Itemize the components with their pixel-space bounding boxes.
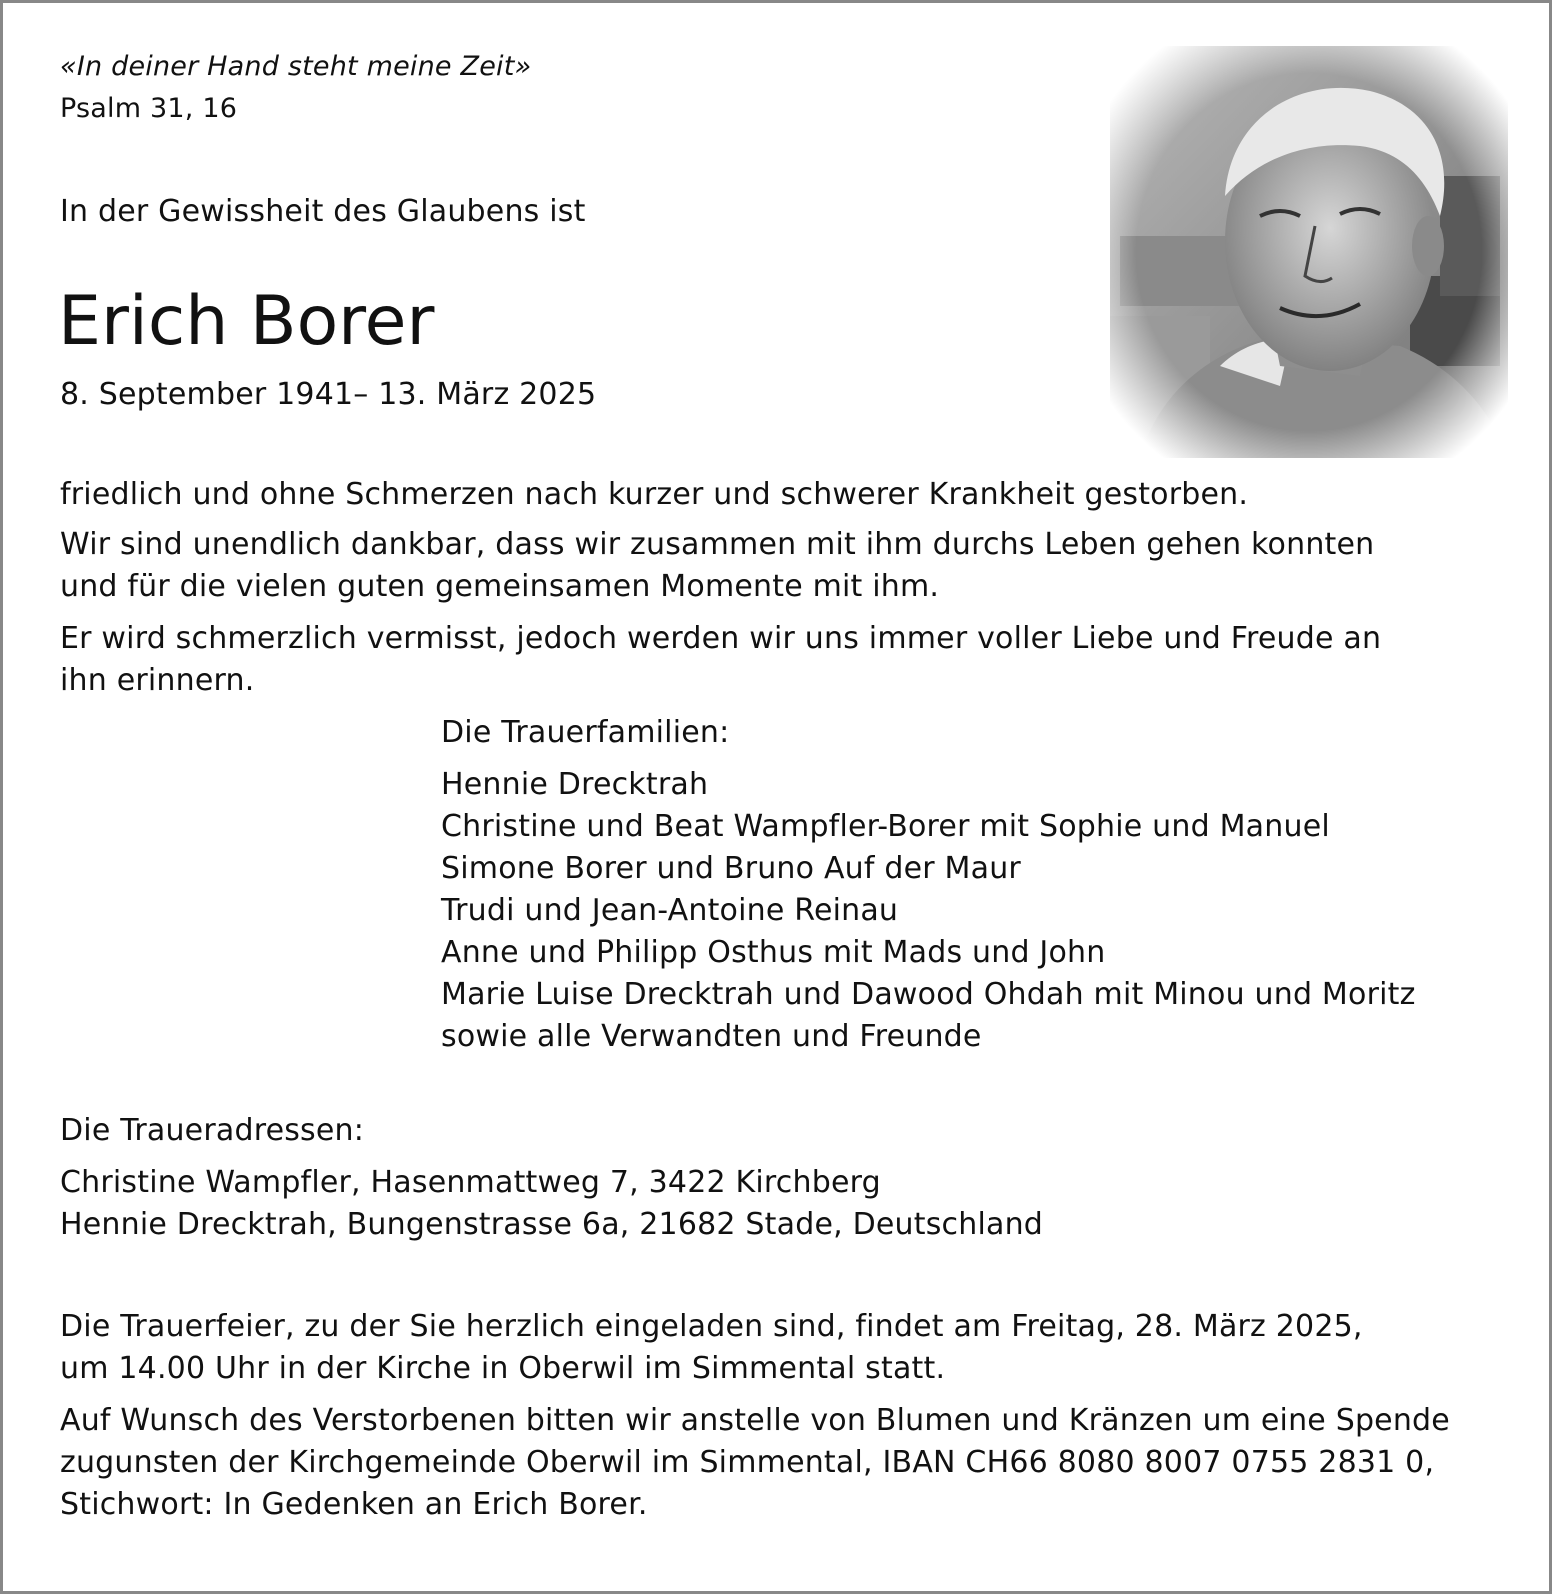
family-line: Simone Borer und Bruno Auf der Maur: [441, 851, 1021, 886]
bible-quote: «In deiner Hand steht meine Zeit»: [60, 51, 532, 82]
life-dates: 8. September 1941– 13. März 2025: [60, 377, 597, 412]
family-line: sowie alle Verwandten und Freunde: [441, 1019, 982, 1054]
donation-line-1: Auf Wunsch des Verstorbenen bitten wir anstelle von Blumen und Kränzen um eine Spende: [60, 1403, 1450, 1438]
family-line: Christine und Beat Wampfler-Borer mit Sophie und Manuel: [441, 809, 1330, 844]
intro-text: In der Gewissheit des Glaubens ist: [60, 194, 586, 229]
psalm-reference: Psalm 31, 16: [60, 93, 238, 124]
body-line-3: und für die vielen guten gemeinsamen Momente mit ihm.: [60, 569, 940, 604]
ceremony-line-1: Die Trauerfeier, zu der Sie herzlich eingeladen sind, findet am Freitag, 28. März 2025,: [60, 1309, 1363, 1344]
families-heading: Die Trauerfamilien:: [441, 715, 730, 750]
donation-line-2: zugunsten der Kirchgemeinde Oberwil im Simmental, IBAN CH66 8080 8007 0755 2831 0,: [60, 1445, 1435, 1480]
address-line: Hennie Drecktrah, Bungenstrasse 6a, 21682 Stade, Deutschland: [60, 1207, 1044, 1242]
family-line: Marie Luise Drecktrah und Dawood Ohdah mit Minou und Moritz: [441, 977, 1416, 1012]
portrait-photo: [1110, 46, 1508, 458]
body-line-2: Wir sind unendlich dankbar, dass wir zusammen mit ihm durchs Leben gehen konnten: [60, 527, 1375, 562]
addresses-heading: Die Traueradressen:: [60, 1113, 365, 1148]
body-line-1: friedlich und ohne Schmerzen nach kurzer und schwerer Krankheit gestorben.: [60, 477, 1249, 512]
deceased-name: Erich Borer: [58, 282, 435, 361]
family-line: Trudi und Jean-Antoine Reinau: [441, 893, 899, 928]
donation-line-3: Stichwort: In Gedenken an Erich Borer.: [60, 1487, 648, 1522]
family-line: Hennie Drecktrah: [441, 767, 709, 802]
body-line-5: ihn erinnern.: [60, 663, 255, 698]
address-line: Christine Wampfler, Hasenmattweg 7, 3422 Kirchberg: [60, 1165, 881, 1200]
family-line: Anne und Philipp Osthus mit Mads und John: [441, 935, 1106, 970]
body-line-4: Er wird schmerzlich vermisst, jedoch werden wir uns immer voller Liebe und Freude an: [60, 621, 1382, 656]
ceremony-line-2: um 14.00 Uhr in der Kirche in Oberwil im Simmental statt.: [60, 1351, 946, 1386]
